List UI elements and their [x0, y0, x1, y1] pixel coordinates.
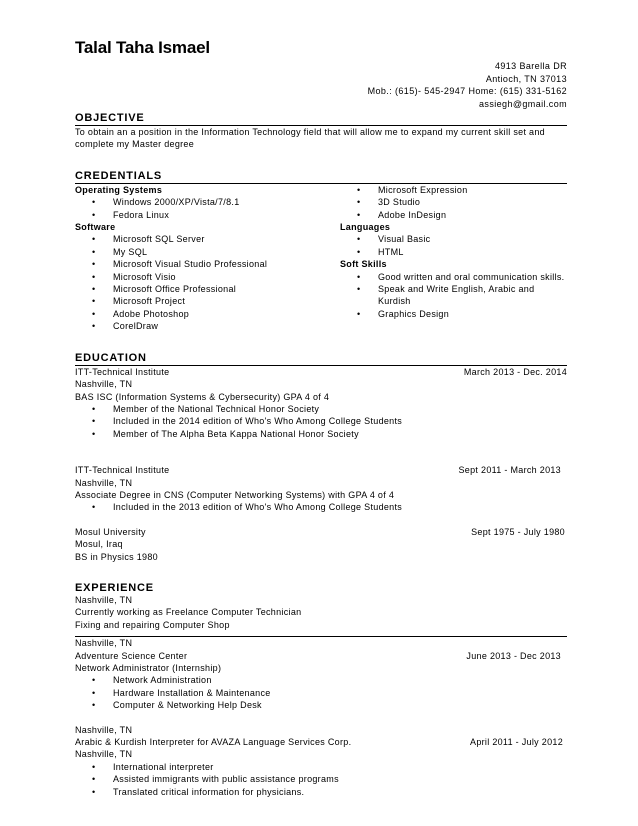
employer-name: Arabic & Kurdish Interpreter for AVAZA Language Services Corp.: [75, 737, 352, 748]
languages-list: [340, 233, 567, 258]
os-list: [75, 196, 340, 221]
job-location: Nashville, TN: [75, 594, 133, 605]
job-location: Nashville, TN: [75, 724, 133, 735]
duties-list: [75, 674, 567, 711]
school-dates: March 2013 - Dec. 2014: [463, 366, 567, 377]
list-item: • Included in the 2013 edition of Who's Who Among College Students: [75, 501, 567, 513]
experience-entry: [75, 594, 567, 631]
school-location: Nashville, TN: [75, 379, 133, 390]
list-item: • 3D Studio: [340, 196, 567, 208]
list-item: • My SQL: [75, 246, 340, 258]
education-entry: [75, 366, 567, 440]
objective-text-2: complete my Master degree: [75, 139, 195, 150]
list-item: • Graphics Design: [340, 308, 567, 320]
address-line-2: Antioch, TN 37013: [485, 73, 567, 84]
list-item: • Microsoft Visual Studio Professional: [75, 258, 340, 270]
list-item: • Good written and oral communication skills.: [340, 271, 567, 283]
job-description: Fixing and repairing Computer Shop: [75, 619, 230, 630]
list-item: • Microsoft Office Professional: [75, 283, 340, 295]
school-dates: Sept 1975 - July 1980: [471, 526, 565, 537]
list-item: • Network Administration: [75, 674, 567, 686]
list-item: • Microsoft Visio: [75, 271, 340, 283]
candidate-name: Talal Taha Ismael: [75, 38, 210, 57]
contact-block: [75, 60, 567, 110]
school-location: Nashville, TN: [75, 477, 133, 488]
list-item: • Hardware Installation & Maintenance: [75, 687, 567, 699]
soft-skills-heading: Soft Skills: [340, 259, 387, 270]
os-heading: Operating Systems: [75, 184, 163, 195]
experience-entry: [75, 637, 567, 711]
credentials-right-column: [340, 184, 567, 333]
education-entry: [75, 464, 567, 514]
honors-list: [75, 403, 567, 440]
job-location: Nashville, TN: [75, 638, 133, 649]
list-item: • Microsoft SQL Server: [75, 233, 340, 245]
credentials-heading: CREDENTIALS: [75, 169, 163, 182]
list-item: • Computer & Networking Help Desk: [75, 699, 567, 711]
list-item: • CorelDraw: [75, 320, 340, 332]
school-name: Mosul University: [75, 526, 146, 537]
address-line-1: 4913 Barella DR: [494, 61, 567, 71]
software-heading: Software: [75, 222, 116, 233]
job-role: Network Administrator (Internship): [75, 663, 222, 673]
school-name: ITT-Technical Institute: [75, 366, 170, 377]
experience-heading: EXPERIENCE: [75, 581, 154, 594]
languages-heading: Languages: [340, 222, 391, 233]
job-title: Currently working as Freelance Computer Technician: [75, 607, 302, 618]
list-item: • Fedora Linux: [75, 209, 340, 221]
list-item: • Adobe InDesign: [340, 209, 567, 221]
school-dates: Sept 2011 - March 2013: [458, 465, 561, 476]
software-list-continued: [340, 184, 567, 221]
job-dates: April 2011 - July 2012: [470, 737, 563, 748]
degree: BAS ISC (Information Systems & Cybersecurity) GPA 4 of 4: [75, 391, 330, 402]
school-location: Mosul, Iraq: [75, 539, 123, 550]
list-item: • International interpreter: [75, 761, 567, 773]
honors-list: [75, 501, 567, 513]
resume-page: [75, 38, 567, 798]
education-heading: EDUCATION: [75, 351, 147, 364]
list-item: • Windows 2000/XP/Vista/7/8.1: [75, 196, 340, 208]
duties-list: [75, 761, 567, 798]
phone-line: Mob.: (615)- 545-2947 Home: (615) 331-5162: [367, 86, 567, 96]
education-entry: [75, 526, 567, 563]
list-item: • Microsoft Project: [75, 295, 340, 307]
list-item: • Microsoft Expression: [340, 184, 567, 196]
degree: BS in Physics 1980: [75, 551, 158, 562]
employer-name: Adventure Science Center: [75, 650, 188, 661]
degree: Associate Degree in CNS (Computer Networking Systems) with GPA 4 of 4: [75, 489, 395, 500]
objective-heading: OBJECTIVE: [75, 112, 145, 124]
list-item: • Speak and Write English, Arabic and Kurdish: [340, 283, 567, 308]
list-item: • Member of The Alpha Beta Kappa National Honor Society: [75, 428, 567, 440]
soft-skills-list: [340, 271, 567, 321]
list-item: • Assisted immigrants with public assistance programs: [75, 773, 567, 785]
email-line: assiegh@gmail.com: [479, 98, 567, 109]
list-item: • Translated critical information for physicians.: [75, 786, 567, 798]
credentials-columns: [75, 184, 567, 333]
experience-entry: [75, 724, 567, 798]
job-dates: June 2013 - Dec 2013: [466, 650, 561, 661]
list-item: • Visual Basic: [340, 233, 567, 245]
school-name: ITT-Technical Institute: [75, 465, 170, 476]
job-location: Nashville, TN: [75, 749, 133, 760]
software-list: [75, 233, 340, 332]
objective-text-1: To obtain an a position in the Information Technology field that will allow me to expand my current skill set and: [75, 127, 545, 137]
list-item: • Member of the National Technical Honor Society: [75, 403, 567, 415]
credentials-left-column: [75, 184, 340, 333]
list-item: • Adobe Photoshop: [75, 308, 340, 320]
list-item: • HTML: [340, 246, 567, 258]
list-item: • Included in the 2014 edition of Who's Who Among College Students: [75, 415, 567, 427]
